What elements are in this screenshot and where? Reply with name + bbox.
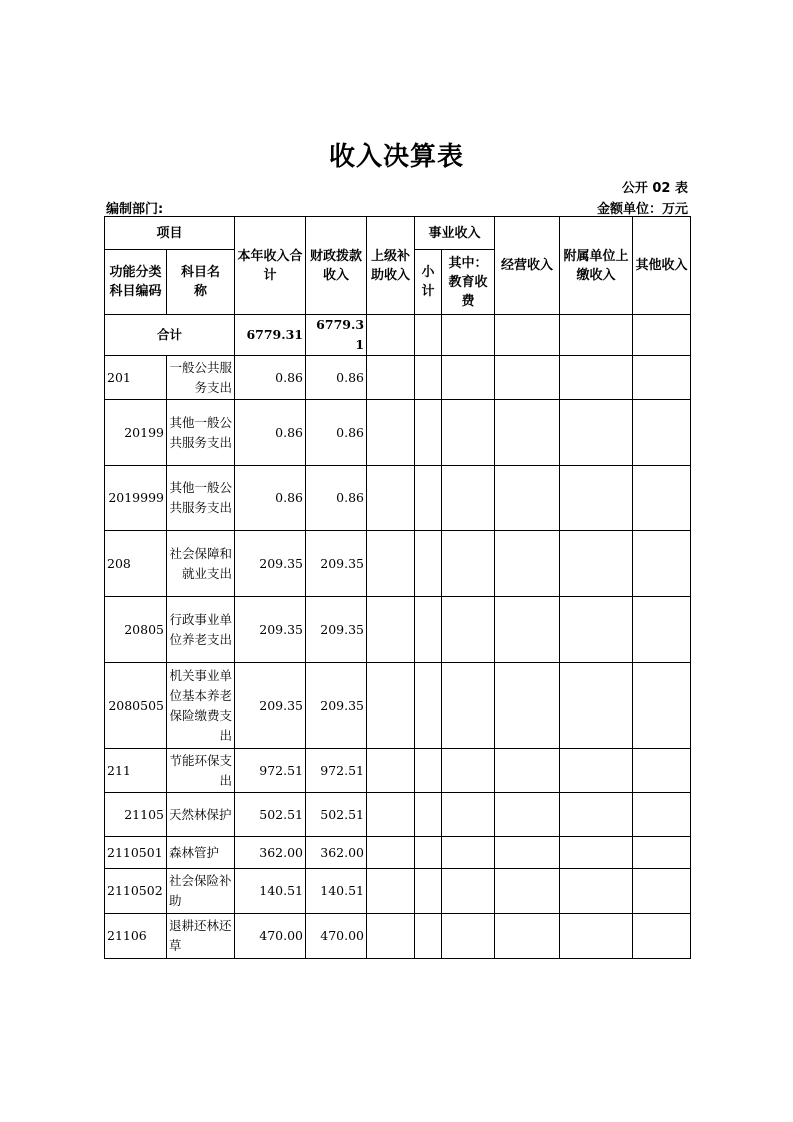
table-row xyxy=(105,663,691,749)
form-number: 公开 02 表 xyxy=(621,181,688,196)
row-code: 208 xyxy=(105,531,167,597)
income-table xyxy=(104,216,691,959)
table-row xyxy=(105,466,691,531)
header-affiliated: 附属单位上缴收入 xyxy=(560,217,633,315)
department-label: 编制部门: xyxy=(106,202,164,217)
table-row xyxy=(105,597,691,663)
row-total: 0.86 xyxy=(235,466,306,531)
row-fiscal: 972.51 xyxy=(306,749,367,793)
row-name: 机关事业单位基本养老保险缴费支出 xyxy=(167,663,235,749)
row-code: 20805 xyxy=(105,597,167,663)
header-total-income: 本年收入合计 xyxy=(235,217,306,315)
row-total: 972.51 xyxy=(235,749,306,793)
row-total: 0.86 xyxy=(235,400,306,466)
header-other: 其他收入 xyxy=(633,217,691,315)
row-total: 502.51 xyxy=(235,793,306,837)
row-code: 21105 xyxy=(105,793,167,837)
header-business: 事业收入 xyxy=(415,217,495,250)
row-total: 140.51 xyxy=(235,869,306,914)
row-name: 行政事业单位养老支出 xyxy=(167,597,235,663)
row-code: 2110501 xyxy=(105,837,167,869)
header-subject-name: 科目名称 xyxy=(167,250,235,315)
row-total: 209.35 xyxy=(235,531,306,597)
row-code: 21106 xyxy=(105,914,167,959)
row-total: 209.35 xyxy=(235,663,306,749)
header-education: 其中：教育收费 xyxy=(442,250,495,315)
row-fiscal: 0.86 xyxy=(306,466,367,531)
row-total: 362.00 xyxy=(235,837,306,869)
total-label: 合计 xyxy=(105,315,235,356)
row-name: 其他一般公共服务支出 xyxy=(167,466,235,531)
row-name: 一般公共服务支出 xyxy=(167,356,235,400)
row-total: 209.35 xyxy=(235,597,306,663)
table-row xyxy=(105,869,691,914)
header-item: 项目 xyxy=(105,217,235,250)
table-row xyxy=(105,400,691,466)
row-fiscal: 209.35 xyxy=(306,531,367,597)
header-subtotal: 小计 xyxy=(415,250,442,315)
row-code: 2019999 xyxy=(105,466,167,531)
row-name: 社会保障和就业支出 xyxy=(167,531,235,597)
header-operating: 经营收入 xyxy=(495,217,560,315)
table-row xyxy=(105,837,691,869)
header-func-code: 功能分类科目编码 xyxy=(105,250,167,315)
row-code: 2110502 xyxy=(105,869,167,914)
row-name: 节能环保支出 xyxy=(167,749,235,793)
row-name: 其他一般公共服务支出 xyxy=(167,400,235,466)
total-income-value: 6779.31 xyxy=(235,315,306,356)
table-row xyxy=(105,531,691,597)
row-name: 天然林保护 xyxy=(167,793,235,837)
row-code: 211 xyxy=(105,749,167,793)
row-code: 2080505 xyxy=(105,663,167,749)
row-fiscal: 502.51 xyxy=(306,793,367,837)
row-fiscal: 209.35 xyxy=(306,663,367,749)
row-fiscal: 470.00 xyxy=(306,914,367,959)
table-row xyxy=(105,749,691,793)
row-fiscal: 140.51 xyxy=(306,869,367,914)
row-name: 退耕还林还草 xyxy=(167,914,235,959)
total-fiscal-value: 6779.31 xyxy=(306,315,367,356)
header-superior: 上级补助收入 xyxy=(367,217,415,315)
table-row xyxy=(105,914,691,959)
table-row xyxy=(105,793,691,837)
row-fiscal: 0.86 xyxy=(306,400,367,466)
row-total: 470.00 xyxy=(235,914,306,959)
row-fiscal: 362.00 xyxy=(306,837,367,869)
row-code: 201 xyxy=(105,356,167,400)
row-name: 社会保险补助 xyxy=(167,869,235,914)
row-fiscal: 0.86 xyxy=(306,356,367,400)
row-name: 森林管护 xyxy=(167,837,235,869)
header-fiscal: 财政拨款收入 xyxy=(306,217,367,315)
row-total: 0.86 xyxy=(235,356,306,400)
unit-label: 金额单位：万元 xyxy=(596,202,688,217)
page-title: 收入决算表 xyxy=(328,142,464,172)
row-code: 20199 xyxy=(105,400,167,466)
row-fiscal: 209.35 xyxy=(306,597,367,663)
table-row xyxy=(105,356,691,400)
